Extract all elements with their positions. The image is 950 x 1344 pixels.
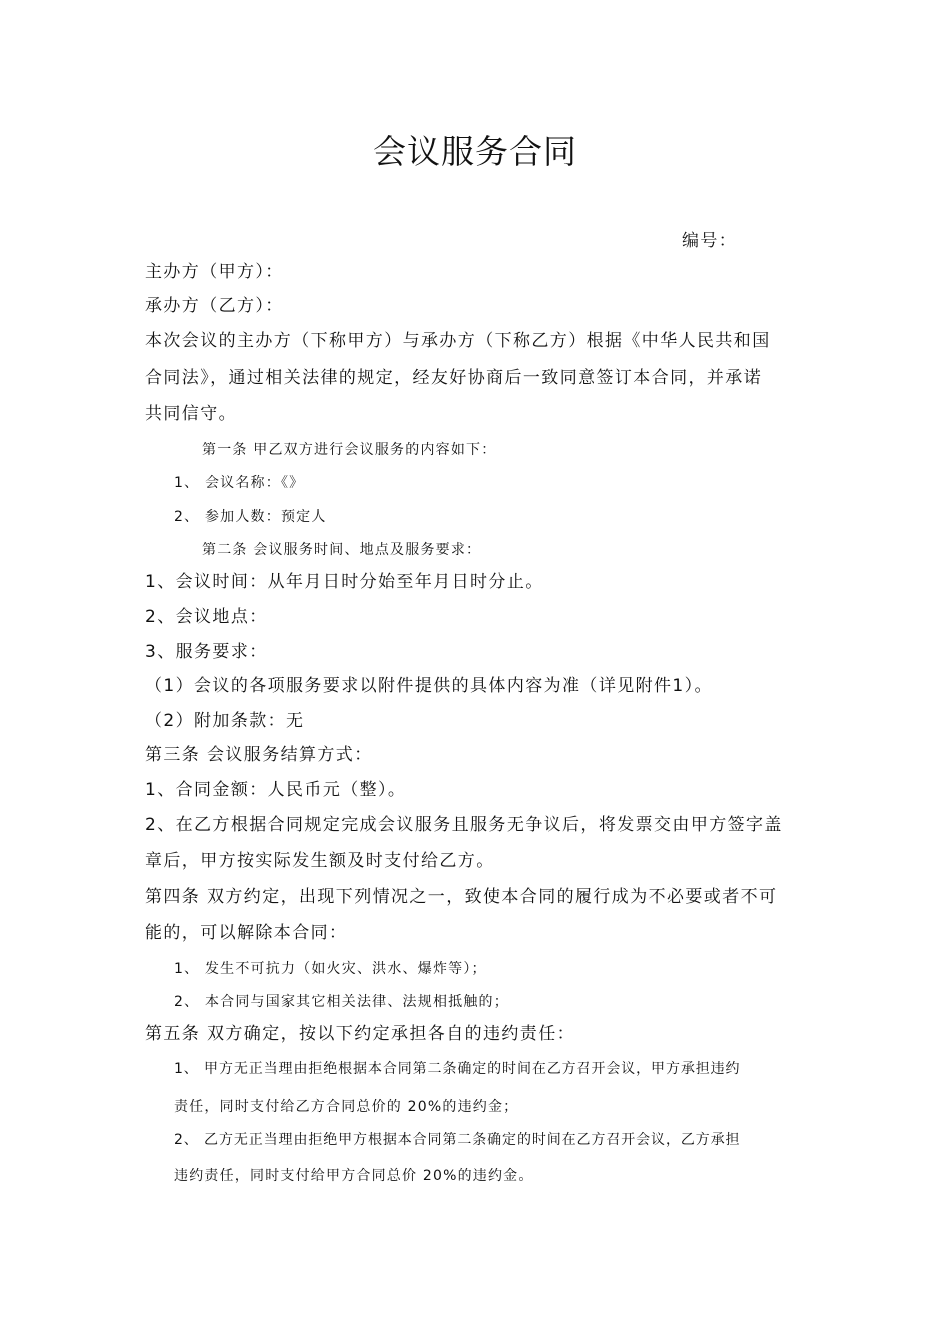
serial-number-label: 编号： (682, 231, 738, 251)
article-3-heading: 第三条 会议服务结算方式： (145, 745, 373, 765)
party-b-line: 承办方（乙方）： (145, 296, 284, 316)
preamble-line-3: 共同信守。 (145, 404, 237, 424)
article-5-heading: 第五条 双方确定，按以下约定承担各自的违约责任： (145, 1024, 576, 1044)
party-a-line: 主办方（甲方）： (145, 262, 284, 282)
article-5-item-1-line-1: 1、 甲方无正当理由拒绝根据本合同第二条确定的时间在乙方召开会议，甲方承担违约 (174, 1061, 741, 1077)
article-2-item-2: 2、会议地点： (145, 607, 268, 627)
article-1-item-2: 2、 参加人数：预定人 (174, 509, 327, 525)
article-4-heading-line-1: 第四条 双方约定，出现下列情况之一，致使本合同的履行成为不必要或者不可 (145, 887, 778, 907)
document-title: 会议服务合同 (373, 132, 577, 171)
article-4-heading-line-2: 能的，可以解除本合同： (145, 923, 348, 943)
preamble-line-2: 合同法》，通过相关法律的规定，经友好协商后一致同意签订本合同，并承诺 (145, 368, 763, 388)
article-2-sub-2: （2）附加条款：无 (145, 711, 305, 731)
article-2-item-3: 3、服务要求： (145, 642, 268, 662)
article-3-item-2-line-2: 章后，甲方按实际发生额及时支付给乙方。 (145, 851, 495, 871)
article-5-item-2-line-1: 2、 乙方无正当理由拒绝甲方根据本合同第二条确定的时间在乙方召开会议，乙方承担 (174, 1132, 741, 1148)
article-3-item-1: 1、合同金额：人民币元（整）。 (145, 780, 407, 800)
article-1-item-1: 1、 会议名称：《》 (174, 475, 305, 491)
article-5-item-1-line-2: 责任，同时支付给乙方合同总价的 20%的违约金； (174, 1099, 519, 1115)
article-4-item-1: 1、 发生不可抗力（如火灾、洪水、爆炸等）； (174, 961, 487, 977)
article-5-item-2-line-2: 违约责任，同时支付给甲方合同总价 20%的违约金。 (174, 1168, 534, 1184)
article-1-heading: 第一条 甲乙双方进行会议服务的内容如下： (202, 442, 497, 458)
article-2-sub-1: （1）会议的各项服务要求以附件提供的具体内容为准（详见附件1）。 (145, 676, 713, 696)
article-4-item-2: 2、 本合同与国家其它相关法律、法规相抵触的； (174, 994, 509, 1010)
preamble-line-1: 本次会议的主办方（下称甲方）与承办方（下称乙方）根据《中华人民共和国 (145, 331, 771, 351)
article-2-item-1: 1、会议时间：从年月日时分始至年月日时分止。 (145, 572, 544, 592)
article-2-heading: 第二条 会议服务时间、地点及服务要求： (202, 542, 482, 558)
article-3-item-2-line-1: 2、在乙方根据合同规定完成会议服务且服务无争议后，将发票交由甲方签字盖 (145, 815, 783, 835)
